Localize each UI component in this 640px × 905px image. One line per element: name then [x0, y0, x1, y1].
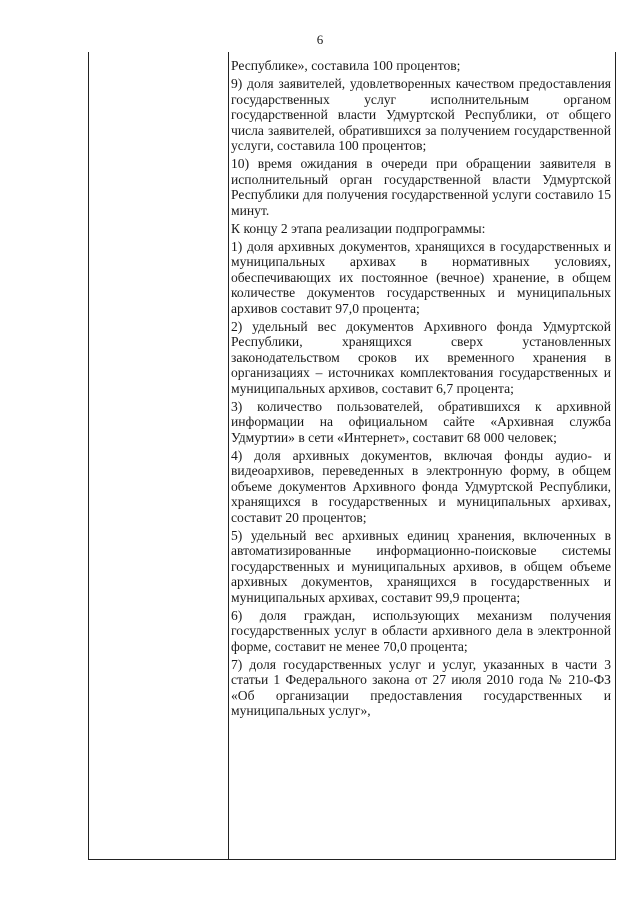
paragraph-item-5: 5) удельный вес архивных единиц хранения, включенных в автоматизированные информационно-поисковые системы государственных и муниципальных архивов, в общем объеме архивных документов, хранящихся в государственных и муниципальных архивах, составит 99,9 процента; [231, 527, 611, 605]
paragraph-item-7: 7) доля государственных услуг и услуг, указанных в части 3 статьи 1 Федерального закона от 27 июля 2010 года № 210-ФЗ «Об организации предоставления государственных и муниципальных услуг», [231, 656, 611, 718]
page-number: 6 [316, 32, 324, 47]
paragraph-item-9: 9) доля заявителей, удовлетворенных качеством предоставления государственных услуг исполнительным органом государственной власти Удмуртской Республики, от общего числа заявителей, обратившихся за получением государственной услуги, составила 100 процентов; [231, 76, 611, 153]
paragraph-continuation: Республике», составила 100 процентов; [231, 58, 461, 73]
paragraph-item-1: 1) доля архивных документов, хранящихся в государственных и муниципальных архивах в нормативных условиях, обеспечивающих их постоянное (вечное) хранение, в общем количестве документов государственных и муниципальных архивов составит 97,0 процента; [231, 238, 611, 316]
document-table [88, 52, 616, 860]
table-right-column [231, 58, 611, 721]
paragraph-item-6: 6) доля граждан, использующих механизм получения государственных услуг в области архивного дела в электронной форме, составит не менее 70,0 процента; [231, 607, 611, 654]
paragraph-item-3: 3) количество пользователей, обратившихся к архивной информации на официальном сайте «Архивная служба Удмуртии» в сети «Интернет», составит 68 000 человек; [231, 398, 611, 445]
paragraph-item-10: 10) время ожидания в очереди при обращении заявителя в исполнительный орган государственной власти Удмуртской Республики для получения государственной услуги составило 15 минут. [231, 156, 611, 218]
paragraph-stage-2-heading: К концу 2 этапа реализации подпрограммы: [231, 220, 486, 236]
paragraph-item-4: 4) доля архивных документов, включая фонды аудио- и видеоархивов, переведенных в электронную форму, в общем объеме документов Архивного фонда Удмуртской Республики, хранящихся в государственных и муниципальных архивах, составит 20 процентов; [231, 447, 611, 525]
paragraph-item-2: 2) удельный вес документов Архивного фонда Удмуртской Республики, хранящихся сверх установленных законодательством сроков их временного хранения в организациях – источниках комплектования государственных и муниципальных архивов, составит 6,7 процента; [231, 318, 611, 396]
table-left-column [89, 52, 229, 859]
